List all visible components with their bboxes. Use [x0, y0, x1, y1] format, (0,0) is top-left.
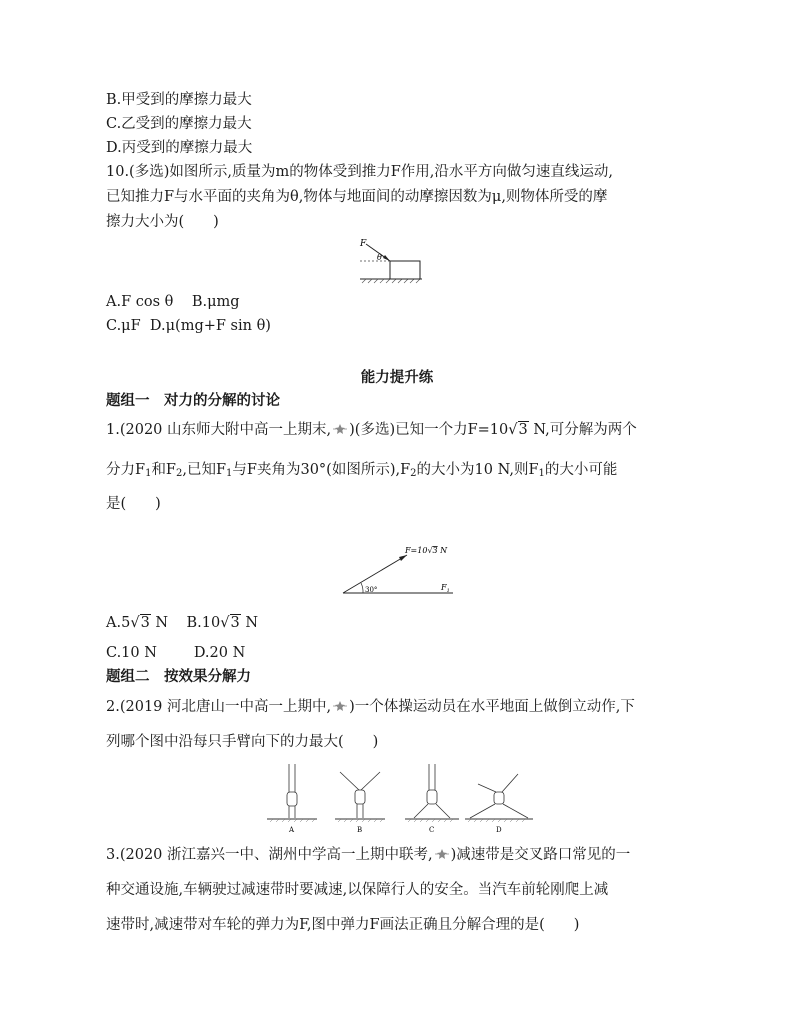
q1-line2-c: ,已知F: [182, 462, 227, 478]
q1-line1-part-c: N,可分解为两个: [528, 422, 637, 438]
q3-stem-line1: [106, 845, 630, 865]
block: [390, 261, 420, 279]
q1-option-b-pre: B.10: [186, 615, 221, 631]
q1-option-a-post: N: [150, 615, 169, 631]
sub-1: 1: [145, 468, 152, 479]
q1-line1-part-b: )(多选)已知一个力F=10: [349, 422, 509, 438]
q2-label-b: B: [357, 826, 363, 834]
q1-line1-part-a: 1.(2020 山东师大附中高一上期末,: [106, 422, 332, 438]
section-title: 能力提升练: [360, 369, 434, 386]
q10-fig-label-F: F: [360, 239, 367, 249]
q1-stem-line1: [106, 420, 637, 440]
difficulty-star-icon: [331, 700, 349, 712]
q2-line1-b: )一个体操运动员在水平地面上做倒立动作,下: [349, 699, 635, 715]
q1-line2-f: 的大小可能: [544, 462, 618, 478]
q1-stem-line3: 是( ): [106, 496, 161, 512]
q1-line2-e: 的大小为10 N,则F: [416, 462, 539, 478]
sub-2: 2: [176, 468, 183, 479]
q10-option-a: A.F cos θ: [106, 294, 174, 310]
sub-1b: 1: [226, 468, 233, 479]
q10-fig-label-theta: θ: [377, 253, 382, 262]
q1-option-c: C.10 N: [106, 645, 157, 661]
q2-label-c: C: [429, 826, 435, 834]
q1-options-ab: [106, 613, 258, 633]
q1-options-cd: [106, 643, 245, 663]
sqrt-icon: √3: [130, 615, 150, 631]
q2-figure: [262, 762, 537, 834]
q3-line1-b: )减速带是交叉路口常见的一: [450, 847, 631, 863]
sqrt-icon: √3: [508, 422, 528, 438]
q1-line2-a: 分力F: [106, 462, 146, 478]
q1-fig-angle-label: 30°: [365, 586, 378, 594]
q10-option-b: B.μmg: [191, 294, 240, 310]
q1-figure: [335, 542, 465, 600]
q10-option-c: C.μF: [106, 318, 141, 334]
q2-stem-line2: 列哪个图中沿每只手臂向下的力最大( ): [106, 734, 379, 750]
q10-figure: [350, 236, 430, 286]
q1-option-b-post: N: [240, 615, 259, 631]
q10-options-ab: [106, 292, 240, 312]
q9-option-b: B.甲受到的摩擦力最大: [106, 92, 252, 108]
q2-line1-a: 2.(2019 河北唐山一中高一上期中,: [106, 699, 332, 715]
q10-options-cd: [106, 316, 271, 336]
q3-stem-line3: 速带时,减速带对车轮的弹力为F,图中弹力F画法正确且分解合理的是( ): [106, 917, 580, 933]
q9-option-d: D.丙受到的摩擦力最大: [106, 140, 253, 156]
q3-stem-line2: 种交通设施,车辆驶过减速带时要减速,以保障行人的安全。当汽车前轮刚爬上减: [106, 882, 609, 898]
q1-stem-line2: [106, 460, 617, 484]
q1-line2-d: 与F夹角为30°(如图所示),F: [232, 462, 411, 478]
q2-label-d: D: [496, 826, 502, 834]
q1-option-a-pre: A.5: [106, 615, 131, 631]
group2-heading: 题组二 按效果分解力: [106, 668, 251, 685]
sub-2b: 2: [410, 468, 417, 479]
q1-fig-F1-label: $F_1$: [441, 583, 450, 594]
q10-stem-line1: 10.(多选)如图所示,质量为m的物体受到推力F作用,沿水平方向做匀速直线运动,: [106, 164, 614, 180]
q2-stem-line1: [106, 697, 635, 717]
q1-option-d: D.20 N: [193, 645, 246, 661]
q2-label-a: A: [289, 826, 295, 834]
group1-heading: 题组一 对力的分解的讨论: [106, 392, 280, 409]
sqrt-icon: √3: [220, 615, 240, 631]
q10-stem-line3: 擦力大小为( ): [106, 214, 219, 230]
q10-option-d: D.μ(mg+F sin θ): [149, 318, 271, 334]
q10-stem-line2: 已知推力F与水平面的夹角为θ,物体与地面间的动摩擦因数为μ,则物体所受的摩: [106, 189, 608, 205]
q1-fig-F-label: F=10√3 N: [405, 546, 448, 555]
q3-line1-a: 3.(2020 浙江嘉兴一中、湖州中学高一上期中联考,: [106, 847, 433, 863]
q1-line2-b: 和F: [151, 462, 176, 478]
sub-1c: 1: [538, 468, 545, 479]
difficulty-star-icon: [433, 848, 451, 860]
difficulty-star-icon: [331, 423, 349, 435]
q9-option-c: C.乙受到的摩擦力最大: [106, 116, 252, 132]
